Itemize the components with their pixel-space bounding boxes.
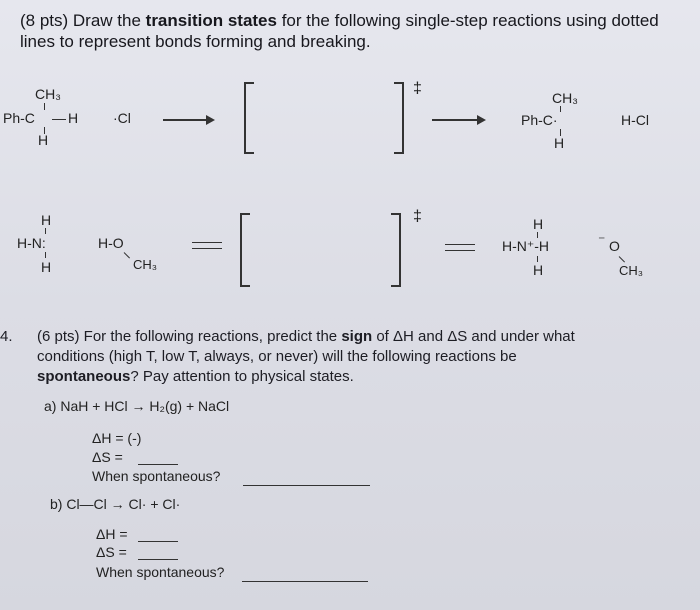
- question-3-line-1: (8 pts) Draw the transition states for the following single-step reactions using dotted: [20, 11, 659, 30]
- rxn2-equilibrium-arrow-2: [445, 244, 475, 254]
- rxn2-reactant-h-top: H: [41, 212, 52, 228]
- part-b-when-blank[interactable]: [242, 581, 368, 582]
- question-4-line-3: spontaneous? Pay attention to physical states.: [37, 368, 354, 385]
- rxn2-reactant-ch3: CH₃: [133, 257, 158, 272]
- rxn1-product-ch3: CH₃: [552, 90, 578, 106]
- rxn2-reactant-h-bottom: H: [41, 259, 52, 275]
- rxn1-bond-right: [52, 119, 66, 120]
- rxn2-methoxide-ch3: CH₃: [619, 263, 644, 278]
- part-b-reaction: b) Cl—Cl → Cl· + Cl·: [50, 496, 181, 512]
- rxn2-reactant-hn: H-N:: [17, 235, 46, 251]
- part-a-delta-s: ΔS =: [92, 449, 123, 465]
- rxn1-product-phc: Ph-C·: [521, 112, 558, 128]
- part-b-delta-s-blank[interactable]: [138, 559, 178, 560]
- part-a-reaction: a) NaH + HCl → H₂(g) + NaCl: [44, 398, 230, 414]
- question-4-line-2: conditions (high T, low T, always, or never) will the following reactions be: [37, 348, 517, 365]
- rxn1-arrow-1: [163, 119, 213, 121]
- rxn1-reactant-ch3: CH₃: [35, 86, 61, 102]
- rxn2-product-hnh: H-N⁺-H: [502, 238, 550, 254]
- part-b-delta-h-blank[interactable]: [138, 541, 178, 542]
- rxn2-bracket-right: [391, 213, 401, 287]
- rxn2-bracket-left: [240, 213, 250, 287]
- rxn1-dagger: ‡: [413, 80, 422, 97]
- rxn1-reactant-h-right: H: [68, 110, 79, 126]
- rxn2-bond-bottom: [45, 252, 46, 258]
- rxn2-methoxide-o: O: [609, 238, 620, 254]
- part-b-delta-h: ΔH =: [96, 526, 128, 542]
- rxn2-methoxide-charge: ⁻: [598, 232, 606, 248]
- rxn2-product-h-top: H: [533, 216, 544, 232]
- rxn2-reactant-ho: H-O: [98, 235, 124, 251]
- question-4-number: 4.: [0, 328, 13, 345]
- part-a-delta-s-blank[interactable]: [138, 464, 178, 465]
- rxn2-equilibrium-arrow-1: [192, 242, 222, 252]
- rxn2-bond-o-ch3: [124, 252, 130, 258]
- rxn1-product-hcl: H-Cl: [621, 112, 649, 128]
- rxn1-bracket-right: [394, 82, 404, 154]
- rxn1-bond-top: [44, 103, 45, 110]
- rxn2-product-h-bottom: H: [533, 262, 544, 278]
- rxn1-reactant-h-bottom: H: [38, 132, 49, 148]
- rxn1-cl-radical: ·Cl: [113, 110, 131, 126]
- part-a-delta-h: ΔH = (-): [92, 430, 142, 446]
- rxn1-reactant-phc: Ph-C: [3, 110, 35, 126]
- question-4-line-1: (6 pts) For the following reactions, predict the sign of ΔH and ΔS and under what: [37, 328, 575, 345]
- rxn1-bracket-left: [244, 82, 254, 154]
- rxn2-bond-methoxide: [619, 256, 625, 262]
- part-b-delta-s: ΔS =: [96, 544, 127, 560]
- rxn1-arrow-2: [432, 119, 484, 121]
- part-a-when: When spontaneous?: [92, 468, 221, 484]
- rxn1-product-bond-top: [560, 106, 561, 112]
- rxn2-dagger: ‡: [413, 208, 422, 225]
- rxn1-product-h: H: [554, 135, 565, 151]
- question-3-line-2: lines to represent bonds forming and breaking.: [20, 32, 371, 51]
- part-a-when-blank[interactable]: [243, 485, 370, 486]
- rxn2-bond-top: [45, 228, 46, 234]
- part-b-when: When spontaneous?: [96, 564, 225, 580]
